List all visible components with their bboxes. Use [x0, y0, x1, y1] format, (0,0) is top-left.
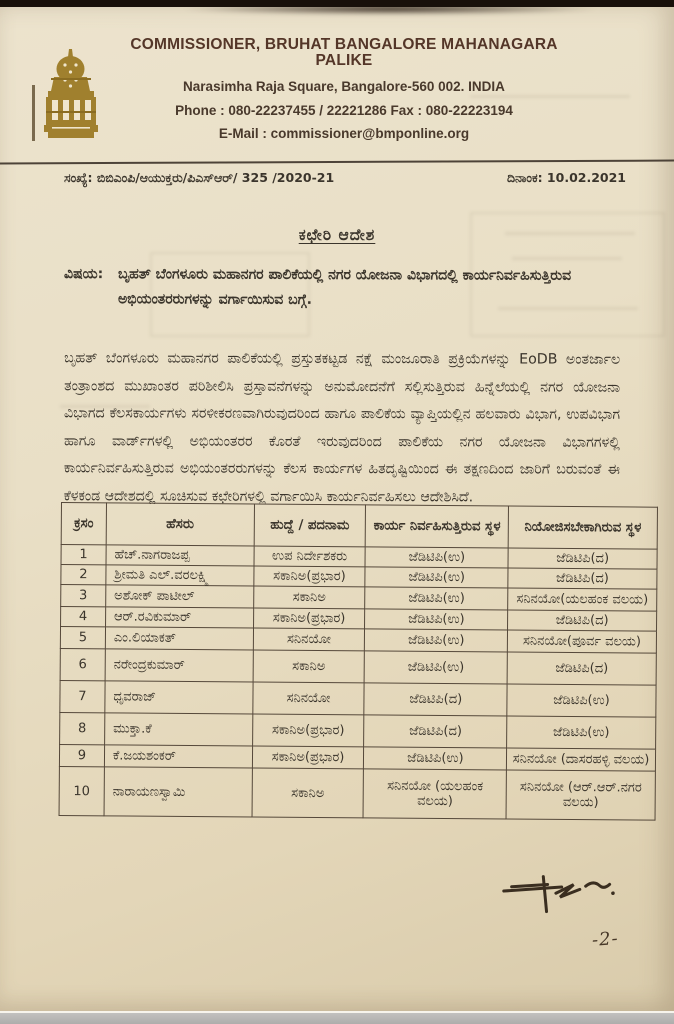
- designation-cell: ಸನಿನಯೋ: [252, 682, 364, 715]
- new-place-cell: ಜೆಡಿಟಿಪಿ(ದ): [508, 610, 657, 631]
- new-place-cell: ಸನಿನಯೋ(ಪೂರ್ವ ವಲಯ): [508, 630, 657, 653]
- photo-top-shadow: [180, 7, 600, 15]
- name-cell: ಧೃವರಾಜ್: [105, 681, 253, 714]
- current-place-cell: ಜೆಡಿಟಿಪಿ(ಉ): [365, 547, 508, 568]
- name-cell: ನರೇಂದ್ರಕುಮಾರ್: [105, 649, 253, 682]
- designation-cell: ಸಕಾನಿಅ(ಪ್ರಭಾರ): [253, 566, 365, 587]
- name-cell: ಕೆ.ಜಯಶಂಕರ್: [104, 745, 252, 768]
- reference-row: [64, 170, 626, 186]
- designation-cell: ಉಪ ನಿರ್ದೇಶಕರು: [254, 546, 366, 567]
- designation-cell: ಸಕಾನಿಅ: [253, 586, 365, 609]
- designation-cell: ಸಕಾನಿಅ(ಪ್ರಭಾರ): [252, 714, 364, 747]
- current-place-cell: ಸನಿನಯೋ (ಯಲಹಂಕ ವಲಯ): [364, 769, 507, 819]
- bleedthrough-artifact: [512, 257, 622, 260]
- org-name: COMMISSIONER, BRUHAT BANGALORE MAHANAGARA PALIKE: [130, 36, 558, 69]
- letterhead-divider: [0, 160, 674, 165]
- current-place-cell: ಜೆಡಿಟಿಪಿ(ಉ): [365, 651, 508, 684]
- designation-cell: ಸಕಾನಿಅ(ಪ್ರಭಾರ): [252, 746, 364, 769]
- col-header-current-place: ಕಾರ್ಯ ನಿರ್ವಹಿಸುತ್ತಿರುವ ಸ್ಥಳ: [366, 505, 509, 548]
- current-place-cell: ಜೆಡಿಟಿಪಿ(ದ): [364, 715, 507, 748]
- designation-cell: ಸಕಾನಿಅ: [252, 768, 364, 818]
- serial-cell: 3: [61, 585, 106, 607]
- name-cell: ಎಂ.ಲಿಯಾಕತ್: [105, 627, 253, 650]
- designation-cell: ಸಕಾನಿಅ: [253, 650, 365, 683]
- subject-block: [64, 262, 604, 314]
- signature-scrawl: [499, 871, 626, 921]
- reference-number: ಸಂಖ್ಯೆ: ಬಿಬಿಎಂಪಿ/ಆಯುಕ್ತರು/ಪಿಎಸ್ಆರ್/ 325 /2020-21: [64, 170, 335, 185]
- current-place-cell: ಜೆಡಿಟಿಪಿ(ಉ): [365, 567, 508, 588]
- serial-cell: 5: [60, 627, 105, 649]
- designation-cell: ಸನಿನಯೋ: [253, 628, 365, 651]
- table-row: [60, 712, 656, 749]
- name-cell: ಅಶೋಕ್ ಪಾಟೀಲ್: [106, 585, 254, 608]
- bbmp-tower-emblem-icon: [28, 47, 114, 147]
- document-page: [0, 7, 674, 1011]
- name-cell: ಹೆಚ್.ನಾಗರಾಜಪ್ಪ: [106, 545, 254, 566]
- serial-cell: 4: [61, 607, 106, 627]
- name-cell: ನಾರಾಯಣಸ್ವಾಮಿ: [104, 767, 252, 817]
- order-body: ಬೃಹತ್ ಬೆಂಗಳೂರು ಮಹಾನಗರ ಪಾಲಿಕೆಯಲ್ಲಿ ಪ್ರಸ್ತುತಕಟ್ಟಡ ನಕ್ಷೆ ಮಂಜೂರಾತಿ ಪ್ರಕ್ರಿಯೆಗಳನ್ನು EoDB ಅಂತರ್ಜಾಲ ತಂತ್ರಾಂಶದ ಮುಖಾಂತರ ಪರಿಶೀಲಿಸಿ ಪ್ರಸ್ತಾವನೆಗಳನ್ನು ಅನುಮೋದನೆಗೆ ಸಲ್ಲಿಸುತ್ತಿರುವ ಹಿನ್ನೆಲೆಯಲ್ಲಿ ನಗರ ಯೋಜನಾ ವಿಭಾಗದ ಕೆಲಸಕಾರ್ಯಗಳು ಸರಳೀಕರಣವಾಗಿರುವುದರಿಂದ ಹಾಗೂ ಪಾಲಿಕೆಯ ವ್ಯಾಪ್ತಿಯಲ್ಲಿನ ಹಲವಾರು ವಿಭಾಗ, ಉಪವಿಭಾಗ ಹಾಗೂ ವಾರ್ಡ್‌ಗಳಲ್ಲಿ ಅಭಿಯಂತರರ ಕೊರತೆ ಇರುವುದರಿಂದ ಪಾಲಿಕೆಯ ನಗರ ಯೋಜನಾ ವಿಭಾಗಗಳಲ್ಲಿ ಕಾರ್ಯನಿರ್ವಹಿಸುತ್ತಿರುವ ಅಭಿಯಂತರರುಗಳನ್ನು ಕೆಲಸ ಕಾರ್ಯಗಳ ಹಿತದೃಷ್ಟಿಯಿಂದ ಈ ತಕ್ಷಣದಿಂದ ಜಾರಿಗೆ ಬರುವಂತೆ ಈ ಕೆಳಕಂಡ ಆದೇಶದಲ್ಲಿ ಸೂಚಿಸುವ ಕಛೇರಿಗಳಲ್ಲಿ ವರ್ಗಾಯಿಸಿ ಕಾರ್ಯನಿರ್ವಹಿಸಲು ಆದೇಶಿಸಿದೆ.: [63, 350, 621, 505]
- table-row: [59, 766, 655, 820]
- current-place-cell: ಜೆಡಿಟಿಪಿ(ದ): [364, 683, 507, 716]
- subject-label: ವಿಷಯ:: [64, 266, 104, 283]
- serial-cell: 6: [60, 648, 105, 680]
- designation-cell: ಸಕಾನಿಅ(ಪ್ರಭಾರ): [253, 608, 365, 629]
- new-place-cell: ಜೆಡಿಟಿಪಿ(ಉ): [507, 716, 656, 749]
- current-place-cell: ಜೆಡಿಟಿಪಿ(ಉ): [365, 587, 508, 610]
- new-place-cell: ಜೆಡಿಟಿಪಿ(ದ): [507, 652, 656, 685]
- new-place-cell: ಜೆಡಿಟಿಪಿ(ದ): [508, 568, 657, 589]
- photo-bottom-edge: [0, 1011, 674, 1024]
- current-place-cell: ಜೆಡಿಟಿಪಿ(ಉ): [365, 609, 508, 630]
- col-header-name: ಹೆಸರು: [106, 503, 254, 546]
- current-place-cell: ಜೆಡಿಟಿಪಿ(ಉ): [365, 629, 508, 652]
- col-header-designation: ಹುದ್ದೆ / ಪದನಾಮ: [254, 504, 366, 547]
- order-date: ದಿನಾಂಕ: 10.02.2021: [506, 170, 626, 185]
- serial-cell: 9: [59, 744, 104, 766]
- serial-cell: 1: [61, 545, 106, 565]
- name-cell: ಆರ್.ರವಿಕುಮಾರ್: [105, 607, 253, 628]
- table-row: [60, 648, 656, 685]
- org-email: E-Mail : commissioner@bmponline.org: [218, 126, 470, 142]
- table-header-row: [61, 503, 657, 550]
- serial-cell: 10: [59, 766, 104, 815]
- serial-cell: 8: [60, 712, 105, 744]
- new-place-cell: ಸನಿನಯೋ(ಯಲಹಂಕ ವಲಯ): [508, 588, 657, 611]
- serial-cell: 7: [60, 680, 105, 712]
- new-place-cell: ಜೆಡಿಟಿಪಿ(ಉ): [507, 684, 656, 717]
- col-header-new-place: ನಿಯೋಜಿಸಬೇಕಾಗಿರುವ ಸ್ಥಳ: [508, 506, 657, 549]
- new-place-cell: ಸನಿನಯೋ (ಆರ್.ಆರ್.ನಗರ ವಲಯ): [506, 770, 655, 820]
- current-place-cell: ಜೆಡಿಟಿಪಿ(ಉ): [364, 747, 507, 770]
- new-place-cell: ಸನಿನಯೋ (ದಾಸರಹಳ್ಳಿ ವಲಯ): [507, 748, 656, 771]
- serial-cell: 2: [61, 565, 106, 585]
- org-phone: Phone : 080-22237455 / 22221286 Fax : 080-22223194: [175, 102, 513, 118]
- col-header-serial: ಕ್ರಸಂ: [61, 503, 106, 545]
- page-number: -2-: [591, 928, 620, 951]
- new-place-cell: ಜೆಡಿಟಿಪಿ(ದ): [508, 548, 657, 569]
- subject-text: ಬೃಹತ್ ಬೆಂಗಳೂರು ಮಹಾನಗರ ಪಾಲಿಕೆಯಲ್ಲಿ ನಗರ ಯೋಜನಾ ವಿಭಾಗದಲ್ಲಿ ಕಾರ್ಯನಿರ್ವಹಿಸುತ್ತಿರುವ ಅಭಿಯಂತರರುಗಳನ್ನು ವರ್ಗಾಯಿಸುವ ಬಗ್ಗೆ.: [117, 266, 572, 308]
- org-address: Narasimha Raja Square, Bangalore-560 002. INDIA: [183, 79, 505, 94]
- transfer-table-body: [59, 545, 657, 821]
- transfer-table: [59, 502, 658, 821]
- name-cell: ಮುಕ್ತಾ.ಕೆ: [105, 713, 253, 746]
- order-title: ಕಛೇರಿ ಆದೇಶ: [298, 226, 376, 244]
- name-cell: ಶ್ರೀಮತಿ ಎಲ್.ವರಲಕ್ಷ್ಮಿ: [106, 565, 254, 586]
- table-row: [60, 680, 656, 717]
